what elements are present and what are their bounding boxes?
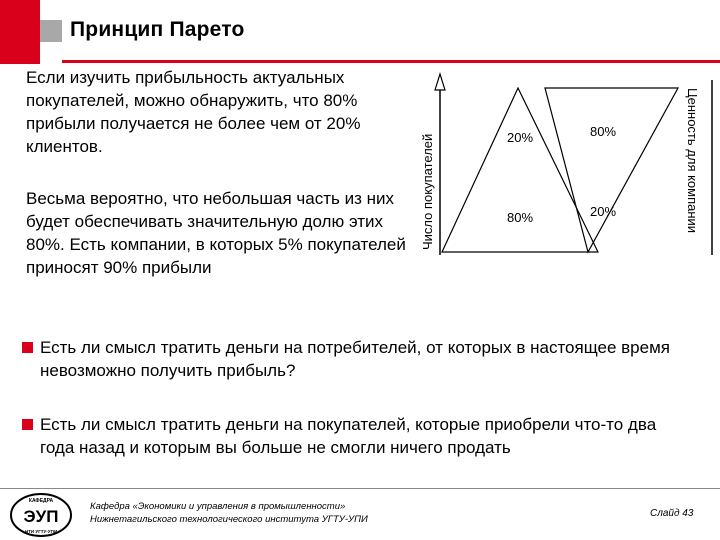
left-axis-label: Число покупателей (420, 133, 435, 250)
bullet-text: Есть ли смысл тратить деньги на потребителей, от которых в настоящее время невозможно получить прибыль? (40, 338, 670, 380)
slide-number: Слайд 43 (650, 508, 694, 519)
label-lower-right: 20% (590, 204, 617, 219)
bullet-marker (22, 342, 33, 353)
inverted-triangle (545, 88, 678, 252)
label-lower-left: 80% (507, 210, 534, 225)
footer-divider (0, 488, 720, 489)
right-axis-label: Ценность для компании (685, 88, 700, 234)
label-upper-left: 20% (507, 130, 534, 145)
upper-triangle (442, 88, 598, 252)
logo-bottom-text: НТИ УГТУ-УПИ (24, 529, 58, 534)
bullet-text: Есть ли смысл тратить деньги на покупателей, которые приобрели что-то два года назад и которым вы больше не смогли ничего продать (40, 415, 657, 457)
footer-line-1: Кафедра «Экономики и управления в промышленности» (90, 501, 346, 512)
footer-line-2: Нижнетагильского технологического института УГТУ-УПИ (90, 514, 368, 525)
label-upper-right: 80% (590, 124, 617, 139)
left-axis-arrowhead (435, 74, 445, 90)
department-logo (8, 492, 74, 538)
bullet-marker (22, 419, 33, 430)
paragraph-2: Весьма вероятно, что небольшая часть из них будет обеспечивать значительную долю этих 80%. Есть компании, в которых 5% покупателей приносят 90% прибыли (26, 189, 406, 277)
footer-department (90, 500, 368, 526)
logo-top-text: КАФЕДРА (28, 498, 54, 504)
logo-main-text: ЭУП (23, 507, 59, 526)
paragraph-1: Если изучить прибыльность актуальных покупателей, можно обнаружить, что 80% прибыли получается не более чем от 20% клиентов. (26, 68, 361, 156)
slide-title: Принцип Парето (70, 18, 245, 41)
